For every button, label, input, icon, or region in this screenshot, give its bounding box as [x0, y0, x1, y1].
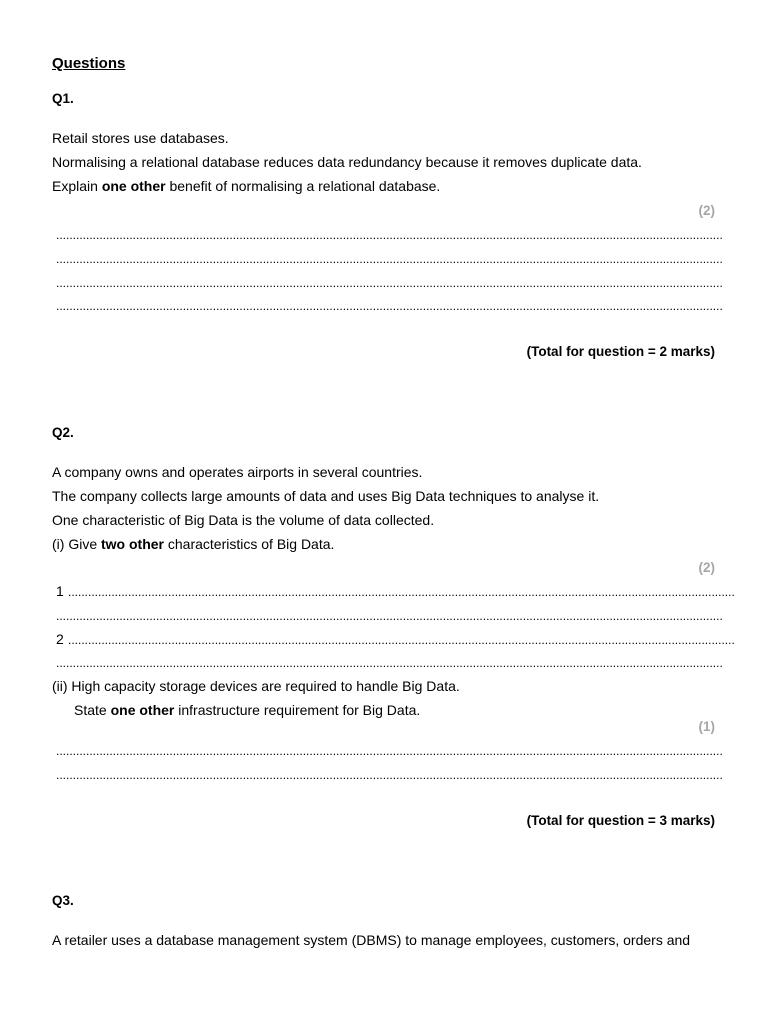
q2-part-i: (i) Give two other characteristics of Big Data. [52, 536, 335, 552]
answer-line[interactable]: ........................................................................................................................................................................................................ [56, 656, 723, 670]
q2-text-line-3: One characteristic of Big Data is the volume of data collected. [52, 512, 435, 528]
q2-text-line-1: A company owns and operates airports in several countries. [52, 464, 423, 480]
q2-part-ii-line-2: State one other infrastructure requirement for Big Data. [74, 702, 421, 718]
question-3-number: Q3. [52, 893, 74, 908]
question-1-number: Q1. [52, 91, 74, 106]
q2-text-line-2: The company collects large amounts of data and uses Big Data techniques to analyse it. [52, 488, 600, 504]
q1-instruction: Explain one other benefit of normalising a relational database. [52, 178, 441, 194]
q2-part-i-marks: (2) [698, 560, 715, 575]
answer-line[interactable]: ........................................................................................................................................................................................................ [56, 609, 723, 623]
answer-line[interactable]: ........................................................................................................................................................................................................ [68, 585, 735, 599]
answer-label-2: 2 [56, 631, 64, 647]
question-2-number: Q2. [52, 425, 74, 440]
q1-text-line-2: Normalising a relational database reduces data redundancy because it removes duplicate data. [52, 154, 642, 170]
answer-line[interactable]: ........................................................................................................................................................................................................ [68, 633, 735, 647]
q1-total: (Total for question = 2 marks) [526, 344, 715, 359]
page-heading: Questions [52, 55, 126, 72]
q2-part-ii-line-1: (ii) High capacity storage devices are required to handle Big Data. [52, 678, 460, 694]
answer-line[interactable]: ........................................................................................................................................................................................................ [56, 228, 723, 242]
answer-line[interactable]: ........................................................................................................................................................................................................ [56, 744, 723, 758]
q1-text-line-1: Retail stores use databases. [52, 130, 229, 146]
answer-line[interactable]: ........................................................................................................................................................................................................ [56, 768, 723, 782]
answer-line[interactable]: ........................................................................................................................................................................................................ [56, 276, 723, 290]
q2-total: (Total for question = 3 marks) [526, 813, 715, 828]
q1-marks: (2) [698, 203, 715, 218]
answer-label-1: 1 [56, 583, 64, 599]
q2-part-ii-marks: (1) [698, 719, 715, 734]
answer-line[interactable]: ........................................................................................................................................................................................................ [56, 252, 723, 266]
answer-line[interactable]: ........................................................................................................................................................................................................ [56, 299, 723, 313]
q3-text-line-1: A retailer uses a database management system (DBMS) to manage employees, customers, orders and [52, 932, 691, 948]
